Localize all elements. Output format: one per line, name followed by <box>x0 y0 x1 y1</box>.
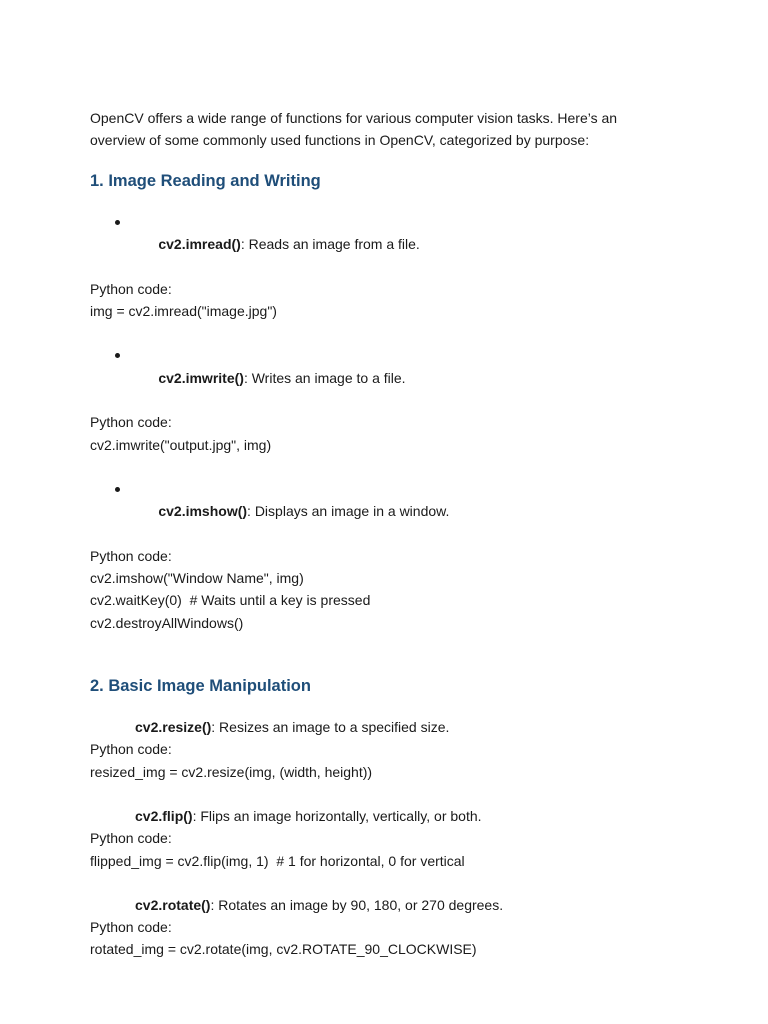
document-page <box>90 107 690 961</box>
intro-paragraph <box>90 107 690 151</box>
code-label: Python code: <box>90 919 172 936</box>
code-label: Python code: <box>90 547 172 564</box>
code-line: cv2.imwrite("output.jpg", img) <box>90 436 272 453</box>
function-entry-rotate <box>90 894 690 961</box>
bullet-icon <box>115 353 120 358</box>
code-line: cv2.destroyAllWindows() <box>90 614 244 631</box>
function-line <box>90 805 690 827</box>
function-entry-imshow <box>90 478 690 634</box>
code-line: resized_img = cv2.resize(img, (width, height)) <box>90 763 373 780</box>
function-description: : Writes an image to a file. <box>243 369 406 386</box>
bullet-icon <box>115 220 120 225</box>
function-entry-imread <box>90 211 690 322</box>
function-entry-flip <box>90 805 690 872</box>
function-line <box>90 716 690 738</box>
section-heading-basic-manipulation: 2. Basic Image Manipulation <box>90 677 311 696</box>
code-label: Python code: <box>90 830 172 847</box>
code-line: cv2.imshow("Window Name", img) <box>90 570 304 587</box>
code-line: flipped_img = cv2.flip(img, 1) # 1 for horizontal, 0 for vertical <box>90 852 465 869</box>
function-name: cv2.imshow() <box>158 503 248 520</box>
function-bullet <box>90 211 690 278</box>
code-line: img = cv2.imread("image.jpg") <box>90 303 277 320</box>
code-label: Python code: <box>90 280 172 297</box>
function-entry-resize <box>90 716 690 783</box>
function-description: : Reads an image from a file. <box>240 236 420 253</box>
code-label: Python code: <box>90 741 172 758</box>
function-name: cv2.imwrite() <box>158 369 244 386</box>
function-name: cv2.resize() <box>135 719 212 736</box>
function-name: cv2.flip() <box>135 807 193 824</box>
intro-line-2: overview of some commonly used functions in OpenCV, categorized by purpose: <box>90 132 590 148</box>
function-bullet <box>90 478 690 545</box>
function-description: : Displays an image in a window. <box>247 503 450 520</box>
bullet-icon <box>115 487 120 492</box>
code-line: cv2.waitKey(0) # Waits until a key is pressed <box>90 592 371 609</box>
function-description: : Flips an image horizontally, vertically, or both. <box>192 807 482 824</box>
function-description: : Resizes an image to a specified size. <box>211 719 450 736</box>
code-label: Python code: <box>90 414 172 431</box>
function-name: cv2.imread() <box>158 236 241 253</box>
function-entry-imwrite <box>90 344 690 455</box>
intro-line-1: OpenCV offers a wide range of functions for various computer vision tasks. Here’s an <box>90 110 618 126</box>
section-heading-image-reading-writing: 1. Image Reading and Writing <box>90 172 321 190</box>
code-line: rotated_img = cv2.rotate(img, cv2.ROTATE_90_CLOCKWISE) <box>90 941 477 958</box>
function-line <box>90 894 690 916</box>
function-name: cv2.rotate() <box>135 896 211 913</box>
function-bullet <box>90 344 690 411</box>
function-description: : Rotates an image by 90, 180, or 270 degrees. <box>210 896 504 913</box>
